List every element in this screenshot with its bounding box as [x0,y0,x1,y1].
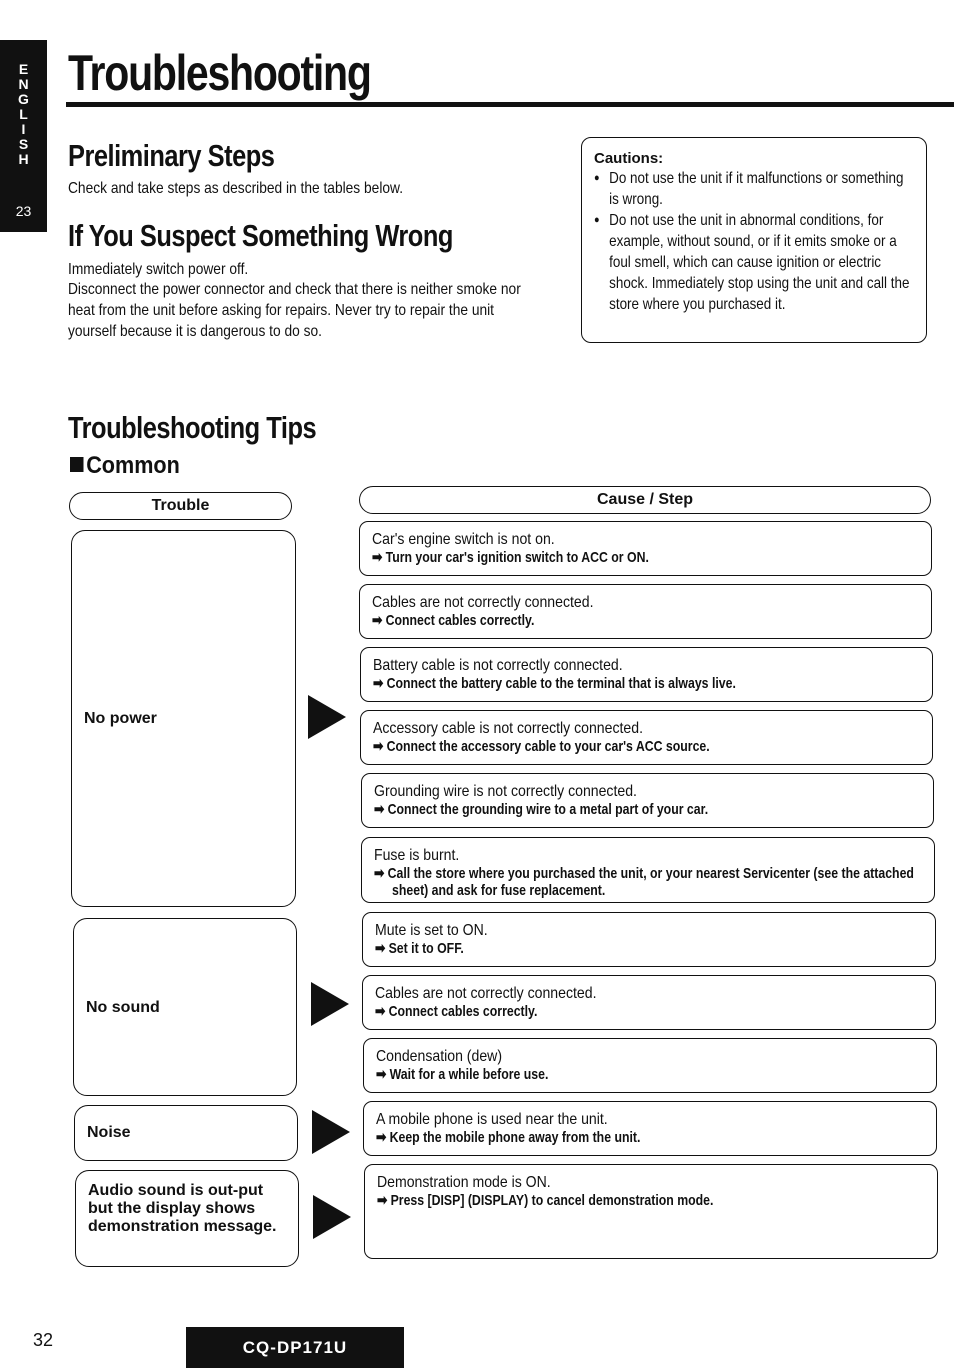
trouble-label: Audio sound is out-put but the display shows demonstration message. [88,1182,277,1235]
cautions-title: Cautions: [594,150,664,167]
language-side-tab [0,40,47,232]
tab-letter: H [18,151,29,167]
step-label: Wait for a while before use. [389,1066,549,1083]
page-number: 32 [33,1330,54,1350]
square-bullet-icon [70,457,84,472]
step-text [377,1192,902,1209]
step-label: Press [DISP] (DISPLAY) to cancel demonstration mode. [390,1192,714,1209]
step-label: Turn your car's ignition switch to ACC or ON. [385,549,649,566]
pointer-triangle-icon [308,695,346,739]
step-text [374,865,950,899]
cause-text: A mobile phone is used near the unit. [376,1111,608,1128]
trouble-box-no-power [71,530,296,907]
preliminary-text: Check and take steps as described in the tables below. [68,180,404,197]
arrow-right-icon: ➡ [373,675,384,692]
tab-letter: G [18,91,29,107]
cause-step-box [360,647,933,702]
caution-item: ● Do not use the unit in abnormal conditions, for example, without sound, or if it emits smoke or a foul smell, which can cause ignition or electric shock. Immediately stop using the unit and call the store where you purchased it. [594,210,913,315]
step-label: Connect the accessory cable to your car's ACC source. [386,738,710,755]
cautions-box [581,137,927,343]
step-text [374,801,899,818]
title-rule [66,102,954,107]
cause-text: Cables are not correctly connected. [372,594,594,611]
cause-text: Grounding wire is not correctly connected. [374,783,637,800]
step-label: Connect the grounding wire to a metal part of your car. [387,801,709,818]
cause-text: Demonstration mode is ON. [377,1174,551,1191]
step-label: Call the store where you purchased the unit, or your nearest Servicenter (see the attached sheet) and ask for fuse replacement. [387,865,914,899]
pointer-triangle-icon [313,1195,351,1239]
cause-text: Car's engine switch is not on. [372,531,555,548]
cause-step-box [361,773,934,828]
cause-column-header: Cause / Step [359,486,931,514]
caution-item: ● Do not use the unit if it malfunctions or something is wrong. [594,168,913,210]
trouble-label: Noise [87,1124,131,1141]
cause-step-box [364,1164,938,1259]
cause-text: Fuse is burnt. [374,847,460,864]
arrow-right-icon: ➡ [376,1129,387,1146]
pointer-triangle-icon [312,1110,350,1154]
tab-letter: E [18,61,29,77]
arrow-right-icon: ➡ [374,865,385,882]
step-label: Set it to OFF. [388,940,464,957]
trouble-column-header: Trouble [69,492,292,520]
cause-step-box [359,584,932,639]
step-text [376,1066,901,1083]
step-text [372,612,897,629]
arrow-right-icon: ➡ [377,1192,388,1209]
cause-text: Accessory cable is not correctly connected. [373,720,643,737]
trouble-box-demo [75,1170,299,1267]
tips-heading: Troubleshooting Tips [68,410,317,445]
language-tab-letters [0,62,47,167]
step-text [375,940,900,957]
pointer-triangle-icon [311,982,349,1026]
page-title: Troubleshooting [68,45,371,101]
cause-text: Mute is set to ON. [375,922,488,939]
common-subheading [70,452,180,480]
preliminary-heading: Preliminary Steps [68,138,275,173]
cause-step-box [360,710,933,765]
tab-letter: L [19,106,28,122]
tab-letter: N [18,76,29,92]
step-text [373,738,898,755]
step-text [375,1003,900,1020]
arrow-right-icon: ➡ [372,612,383,629]
cause-step-box [362,912,936,967]
suspect-line2: Disconnect the power connector and check that there is neither smoke nor heat from the unit before asking for repairs. Never try to repair the unit yourself because it is dangerous to do so. [68,281,521,340]
suspect-line1: Immediately switch power off. [68,261,249,278]
cause-text: Cables are not correctly connected. [375,985,597,1002]
trouble-label: No sound [86,999,160,1016]
step-label: Connect cables correctly. [388,1003,538,1020]
cause-text: Condensation (dew) [376,1048,503,1065]
cause-step-box [362,975,936,1030]
tab-letter: I [21,121,26,137]
trouble-box-no-sound [73,918,297,1096]
step-label: Connect the battery cable to the terminal that is always live. [386,675,736,692]
arrow-right-icon: ➡ [372,549,383,566]
cause-step-box [363,1101,937,1156]
cautions-list [594,168,913,315]
cause-text: Battery cable is not correctly connected. [373,657,623,674]
arrow-right-icon: ➡ [375,1003,386,1020]
step-text [376,1129,901,1146]
arrow-right-icon: ➡ [374,801,385,818]
model-badge: CQ-DP171U [186,1327,404,1368]
step-text [373,675,898,692]
arrow-right-icon: ➡ [375,940,386,957]
step-text [372,549,897,566]
step-label: Connect cables correctly. [385,612,535,629]
common-subheading-text: Common [86,452,180,479]
tab-page-number: 23 [15,203,32,219]
trouble-label: No power [84,710,157,727]
trouble-box-noise [74,1105,298,1161]
tab-letter: S [18,136,29,152]
cause-step-box [361,837,935,903]
arrow-right-icon: ➡ [373,738,384,755]
suspect-heading: If You Suspect Something Wrong [68,218,453,253]
cause-step-box [359,521,932,576]
cause-step-box [363,1038,937,1093]
arrow-right-icon: ➡ [376,1066,387,1083]
step-label: Keep the mobile phone away from the unit. [389,1129,641,1146]
